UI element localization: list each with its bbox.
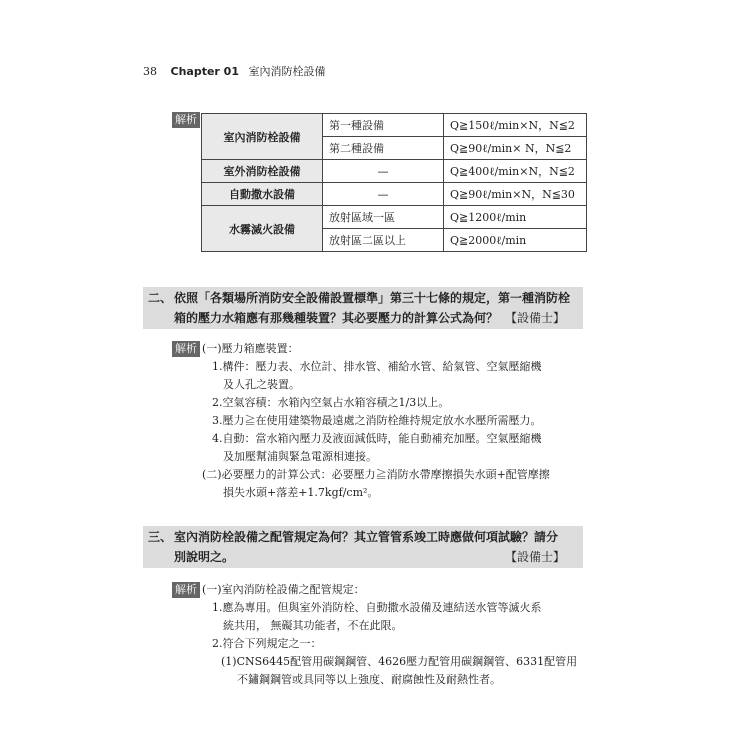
answer-line: (1)CNS6445配管用碳鋼鋼管、4626壓力配管用碳鋼鋼管、6331配管用 xyxy=(221,655,578,668)
answer-line: 2.符合下列規定之一： xyxy=(212,637,322,650)
spec-table xyxy=(201,113,587,252)
table-row xyxy=(202,206,587,229)
question-2-number: 二、 xyxy=(148,291,173,305)
answer-line: (一)室內消防栓設備之配管規定： xyxy=(202,583,365,596)
table-formula: Q≧1200ℓ/min xyxy=(444,206,587,229)
answer-line: 1.構件：壓力表、水位計、排水管、補給水管、給氣管、空氣壓縮機 xyxy=(212,360,542,373)
question-2-source: 【設備士】 xyxy=(505,311,566,325)
question-2-line1: 依照「各類場所消防安全設備設置標準」第三十七條的規定，第一種消防栓 xyxy=(174,291,571,305)
table-formula: Q≧2000ℓ/min xyxy=(444,229,587,252)
table-category: 自動撒水設備 xyxy=(202,183,323,206)
table-formula: Q≧90ℓ/min× N，N≦2 xyxy=(444,137,587,160)
table-category: 水霧滅火設備 xyxy=(202,206,323,252)
table-type: — xyxy=(323,160,444,183)
table-type: 第一種設備 xyxy=(323,114,444,137)
table-row xyxy=(202,114,587,137)
table-formula: Q≧150ℓ/min×N，N≦2 xyxy=(444,114,587,137)
answer-line: 4.自動：當水箱內壓力及液面減低時，能自動補充加壓。空氣壓縮機 xyxy=(212,432,542,445)
question-3-source: 【設備士】 xyxy=(505,550,566,564)
analysis-tag: 解析 xyxy=(172,582,200,598)
question-3-number: 三、 xyxy=(148,530,173,544)
table-type: 第二種設備 xyxy=(323,137,444,160)
table-type: 放射區二區以上 xyxy=(323,229,444,252)
analysis-tag: 解析 xyxy=(172,112,200,128)
table-category: 室內消防栓設備 xyxy=(202,114,323,160)
table-type: 放射區域一區 xyxy=(323,206,444,229)
spec-table-wrap xyxy=(201,113,587,252)
table-formula: Q≧400ℓ/min×N，N≦2 xyxy=(444,160,587,183)
answer-line: (二)必要壓力的計算公式：必要壓力≧消防水帶摩擦損失水頭+配管摩擦 xyxy=(202,468,550,481)
analysis-tag: 解析 xyxy=(172,341,200,357)
question-3-line2: 別說明之。 xyxy=(174,550,235,564)
question-3-line1: 室內消防栓設備之配管規定為何？其立管管系竣工時應做何項試驗？請分 xyxy=(174,530,559,544)
answer-line: 及加壓幫浦與緊急電源相連接。 xyxy=(223,450,377,463)
answer-line: 2.空氣容積：水箱內空氣占水箱容積之1/3以上。 xyxy=(212,396,450,409)
page-header xyxy=(143,63,325,79)
question-2-line2: 箱的壓力水箱應有那幾種裝置？其必要壓力的計算公式為何？ xyxy=(174,311,499,325)
table-row xyxy=(202,183,587,206)
answer-line: 損失水頭+落差+1.7kgf/cm²。 xyxy=(223,486,379,499)
table-type: — xyxy=(323,183,444,206)
answer-line: 3.壓力≧在使用建築物最遠處之消防栓維持規定放水水壓所需壓力。 xyxy=(212,414,542,427)
answer-line: 統共用， 無礙其功能者，不在此限。 xyxy=(223,619,403,632)
answer-line: 1.應為專用。但與室外消防栓、自動撒水設備及連結送水管等滅火系 xyxy=(212,601,542,614)
answer-line: 不鏽鋼鋼管或具同等以上強度、耐腐蝕性及耐熱性者。 xyxy=(237,673,501,686)
table-formula: Q≧90ℓ/min×N，N≦30 xyxy=(444,183,587,206)
chapter-label: Chapter 01 xyxy=(170,65,239,78)
chapter-title: 室內消防栓設備 xyxy=(248,65,326,78)
answer-line: 及人孔之裝置。 xyxy=(223,378,300,391)
answer-line: (一)壓力箱應裝置： xyxy=(202,342,299,355)
table-category: 室外消防栓設備 xyxy=(202,160,323,183)
table-row xyxy=(202,160,587,183)
page-number: 38 xyxy=(143,65,157,78)
